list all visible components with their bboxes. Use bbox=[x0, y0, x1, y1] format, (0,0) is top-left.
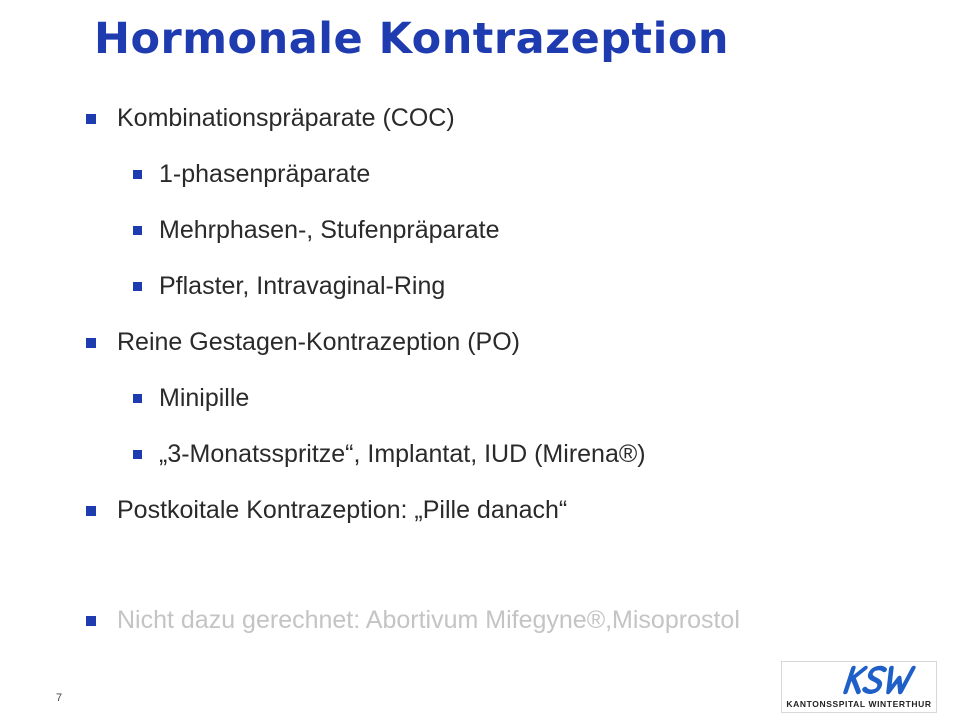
sub-bullet-item bbox=[133, 272, 445, 301]
sub-bullet-item bbox=[133, 160, 370, 189]
square-bullet-icon bbox=[133, 394, 142, 403]
square-bullet-icon bbox=[86, 506, 96, 516]
ksw-logo bbox=[781, 661, 937, 713]
bullet-text: Minipille bbox=[159, 384, 250, 412]
bullet-text: Postkoitale Kontrazeption: „Pille danach“ bbox=[117, 496, 568, 524]
bullet-item bbox=[86, 104, 455, 133]
sub-bullet-item bbox=[133, 384, 249, 413]
square-bullet-icon bbox=[133, 170, 142, 179]
bullet-item-muted bbox=[86, 606, 740, 635]
bullet-text: 1-phasenpräparate bbox=[159, 160, 371, 188]
square-bullet-icon bbox=[86, 616, 96, 626]
bullet-text: Pflaster, Intravaginal-Ring bbox=[159, 272, 446, 300]
bullet-item bbox=[86, 496, 567, 525]
square-bullet-icon bbox=[133, 450, 142, 459]
bullet-item bbox=[86, 328, 520, 357]
square-bullet-icon bbox=[133, 226, 142, 235]
square-bullet-icon bbox=[86, 114, 96, 124]
bullet-text: Mehrphasen-, Stufenpräparate bbox=[159, 216, 500, 244]
bullet-text: Reine Gestagen-Kontrazeption (PO) bbox=[117, 328, 520, 356]
bullet-text: „3-Monatsspritze“, Implantat, IUD (Mirena®) bbox=[159, 440, 646, 468]
square-bullet-icon bbox=[133, 282, 142, 291]
page-number: 7 bbox=[56, 692, 63, 704]
sub-bullet-item bbox=[133, 216, 500, 245]
bullet-text: Nicht dazu gerechnet: Abortivum Mifegyne®,Misoprostol bbox=[117, 606, 740, 634]
logo-caption: KANTONSSPITAL WINTERTHUR bbox=[786, 699, 932, 709]
sub-bullet-item bbox=[133, 440, 646, 469]
slide-title: Hormonale Kontrazeption bbox=[94, 14, 729, 64]
square-bullet-icon bbox=[86, 338, 96, 348]
bullet-text: Kombinationspräparate (COC) bbox=[117, 104, 455, 132]
ksw-logo-mark bbox=[782, 662, 936, 712]
